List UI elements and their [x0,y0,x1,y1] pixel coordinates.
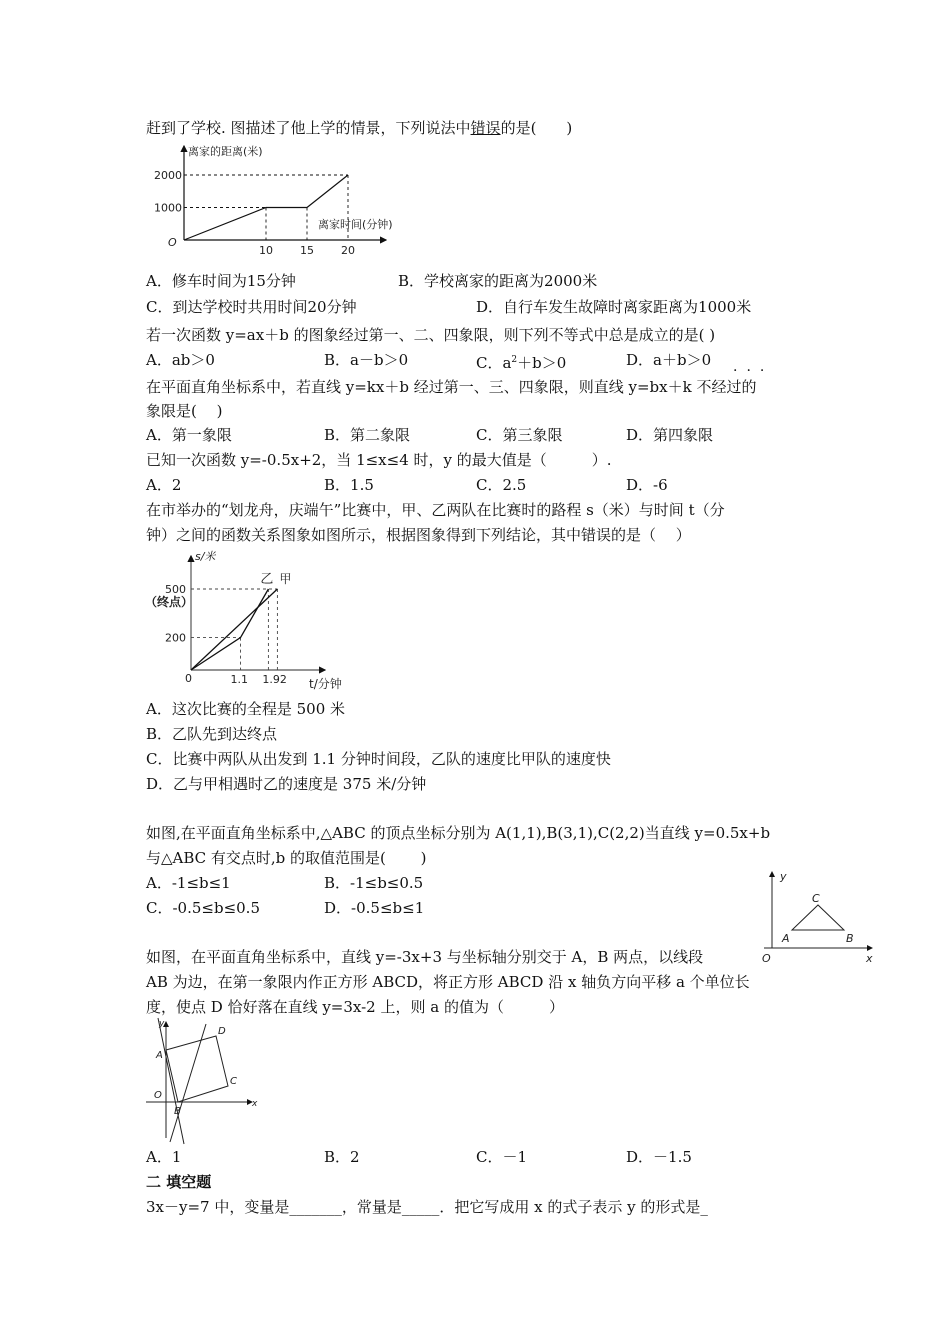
q1-y-tick-2000: 2000 [154,169,182,182]
q6-option-a[interactable]: A．-1≤b≤1 [146,874,231,892]
q5-race-chart [143,548,353,692]
q2-option-b[interactable]: B．a－b＞0 [324,351,409,369]
q1-option-b[interactable]: B．学校离家的距离为2000米 [398,272,598,290]
q3-option-d[interactable]: D．第四象限 [626,426,714,444]
q5-series-yi [191,589,268,670]
q8-blank-expression[interactable]: _ [700,1198,708,1216]
q7-point-b: B [174,1106,181,1117]
q1-x-tick-10: 10 [259,244,273,257]
q6-point-c: C [812,892,820,905]
q5-y-label: s/米 [195,550,216,563]
q8-blank-variable[interactable]: _______ [289,1198,342,1216]
q1-y-tick-1000: 1000 [154,201,182,215]
q6-stem-line2: 与△ABC 有交点时,b 的取值范围是( ) [146,849,427,867]
q7-option-c[interactable]: C．－1 [476,1148,528,1166]
q1-x-tick-20: 20 [341,244,355,257]
q5-x-label: t/分钟 [309,677,342,691]
q6-y-label: y [780,870,787,883]
q1-option-d[interactable]: D．自行车发生故障时离家距离为1000米 [476,298,752,316]
q7-x-label: x [252,1099,258,1109]
q7-option-b[interactable]: B．2 [324,1148,360,1166]
q1-stem-error-word: 错误 [470,119,501,137]
q3-option-a[interactable]: A．第一象限 [146,426,232,444]
q7-point-d: D [218,1026,226,1037]
q6-option-b[interactable]: B．-1≤b≤0.5 [324,874,424,892]
q1-x-tick-15: 15 [300,244,314,257]
q6-option-d[interactable]: D．-0.5≤b≤1 [324,899,425,917]
q5-label-yi: 乙 [260,572,274,587]
q5-series-jia [191,589,277,670]
q6-point-a: A [782,932,790,945]
q6-triangle-abc [792,905,844,930]
q7-stem-line3: 度，使点 D 恰好落在直线 y=3x-2 上，则 a 的值为（ ） [146,998,564,1016]
q1-stem: 赶到了学校. 图描述了他上学的情景，下列说法中错误的是( ) [146,119,573,137]
q7-line-y-neg3x-plus3 [158,1018,184,1144]
q7-point-a: A [156,1050,163,1061]
q7-line-y-3x-minus2 [170,1024,206,1142]
q6-option-c[interactable]: C．-0.5≤b≤0.5 [146,899,260,917]
q7-square-figure [144,1018,260,1144]
q5-option-b[interactable]: B．乙队先到达终点 [146,725,278,743]
q3-emphasis-dots: ··· [733,363,774,379]
q5-origin: 0 [185,672,192,685]
q2-stem: 若一次函数 y=ax＋b 的图象经过第一、二、四象限，则下列不等式中总是成立的是( ) [146,326,716,344]
q5-option-c[interactable]: C．比赛中两队从出发到 1.1 分钟时间段，乙队的速度比甲队的速度快 [146,750,611,768]
q6-x-label: x [866,952,873,965]
q6-point-b: B [846,932,854,945]
q1-option-a[interactable]: A．修车时间为15分钟 [146,272,296,290]
q8-blank-constant[interactable]: _____ [401,1198,440,1216]
q1-distance-time-chart [146,142,406,260]
q4-option-b[interactable]: B．1.5 [324,476,374,494]
q5-option-a[interactable]: A．这次比赛的全程是 500 米 [146,700,346,718]
q2-option-a[interactable]: A．ab＞0 [146,351,215,369]
q7-option-a[interactable]: A．1 [146,1148,182,1166]
q5-stem-line2: 钟）之间的函数关系图象如图所示，根据图象得到下列结论，其中错误的是（ ） [146,526,691,544]
q5-y-tick-200: 200 [165,631,186,645]
q4-stem: 已知一次函数 y=-0.5x+2，当 1≤x≤4 时，y 的最大值是（ ）. [146,451,612,469]
q7-stem-line1: 如图，在平面直角坐标系中，直线 y=-3x+3 与坐标轴分别交于 A，B 两点，以线段 [146,948,704,966]
q7-stem-line2: AB 为边，在第一象限内作正方形 ABCD，将正方形 ABCD 沿 x 轴负方向平移 a 个单位长 [146,973,750,991]
q7-y-label: y [159,1019,165,1029]
q1-x-label: 离家时间(分钟) [318,218,393,231]
q8-stem: 3x－y=7 中，变量是_______，常量是_____．把它写成用 x 的式子表示 y 的形式是_ [146,1198,708,1216]
q5-endpoint-label: （终点） [145,595,194,609]
section-title-fill-in: 二 填空题 [146,1173,212,1191]
q3-stem-line2: 象限是( ) [146,402,223,420]
q5-x-tick-1.1: 1.1 [230,673,248,686]
q2-option-d[interactable]: D．a＋b＞0 [626,351,712,369]
q3-option-c[interactable]: C．第三象限 [476,426,563,444]
q1-origin: O [168,236,177,249]
q6-stem-line1: 如图,在平面直角坐标系中,△ABC 的顶点坐标分别为 A(1,1),B(3,1),C(2,2)当直线 y=0.5x+b [146,824,771,842]
q1-y-label: 离家的距离(米) [188,145,263,158]
q5-stem-line1: 在市举办的“划龙舟，庆端午”比赛中，甲、乙两队在比赛时的路程 s（米）与时间 t（分 [146,501,725,519]
q7-point-c: C [230,1076,237,1087]
q5-option-d[interactable]: D．乙与甲相遇时乙的速度是 375 米/分钟 [146,775,427,793]
q4-option-d[interactable]: D．-6 [626,476,668,494]
q5-x-tick-1.92: 1.92 [262,673,287,686]
q3-stem-line1: 在平面直角坐标系中，若直线 y=kx＋b 经过第一、三、四象限，则直线 y=bx＋k 不经过的 [146,378,757,396]
q7-origin: O [154,1090,162,1101]
q7-option-d[interactable]: D．－1.5 [626,1148,692,1166]
q6-origin: O [762,952,771,965]
q6-triangle-figure [760,866,880,966]
q3-option-b[interactable]: B．第二象限 [324,426,411,444]
q2-option-c[interactable]: C．$a^2+b>0$ [476,354,567,372]
q4-option-c[interactable]: C．2.5 [476,476,527,494]
q5-y-tick-500: 500 [165,583,186,596]
q1-option-c[interactable]: C．到达学校时共用时间20分钟 [146,298,357,316]
q7-square-abcd [166,1036,228,1102]
q5-label-jia: 甲 [279,572,292,586]
q4-option-a[interactable]: A．2 [146,476,182,494]
